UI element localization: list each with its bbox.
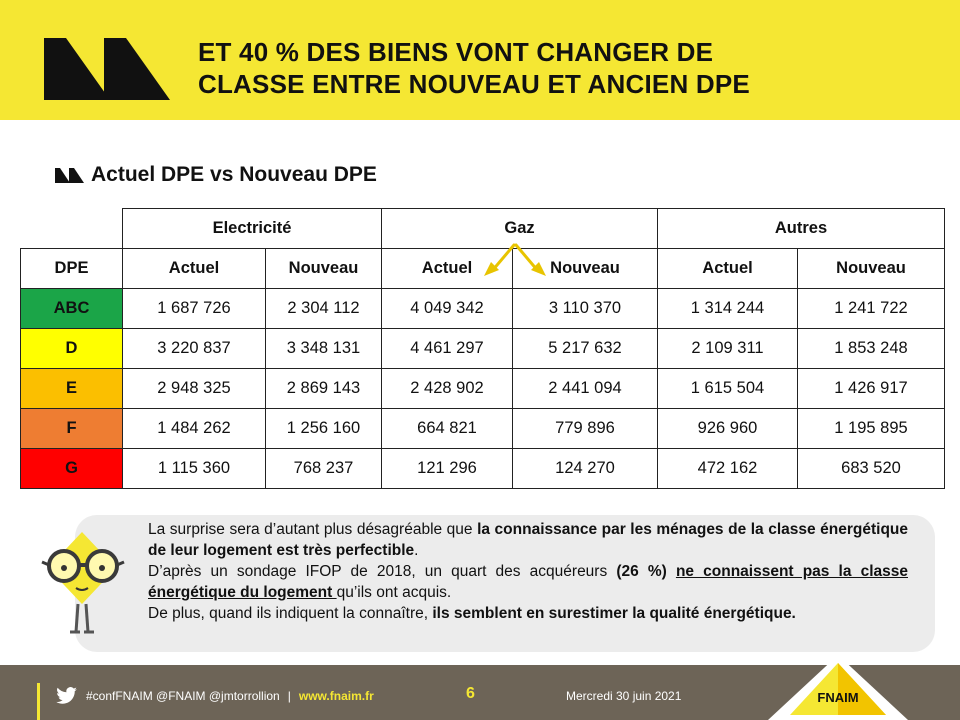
table-cell: 1 241 722 [798,289,945,329]
page-title [198,36,918,100]
table-cell: 2 869 143 [266,369,382,409]
note-paragraph-1: La surprise sera d’autant plus désagréable que la connaissance par les ménages de la classe énergétique de leur logement est très perfectible. [148,521,908,559]
footer-separator: | [287,689,291,703]
dpe-class-cell: ABC [21,289,123,329]
table-cell: 2 948 325 [123,369,266,409]
dpe-class-cell: D [21,329,123,369]
table-cell: 1 314 244 [658,289,798,329]
table-cell: 1 256 160 [266,409,382,449]
table-cell: 124 270 [513,449,658,489]
fnaim-diamond-logo-icon [768,655,908,720]
table-cell: 1 615 504 [658,369,798,409]
footer-social [56,687,374,705]
table-cell: 3 110 370 [513,289,658,329]
footer-hashtags: #confFNAIM @FNAIM @jmtorrollion [86,689,280,703]
footer-website-link[interactable]: www.fnaim.fr [298,689,374,703]
table-cell: 4 461 297 [382,329,513,369]
table-row [21,409,945,449]
page-title-line-2: CLASSE ENTRE NOUVEAU ET ANCIEN DPE [198,69,750,99]
table-cell: 472 162 [658,449,798,489]
table-row [21,369,945,409]
twitter-bird-icon [56,687,78,705]
note-text [148,519,908,624]
table-cell: 664 821 [382,409,513,449]
table-cell: 683 520 [798,449,945,489]
row-header-dpe: DPE [21,249,123,289]
subheader-elec-nouveau: Nouveau [266,249,382,289]
subheader-autres-actuel: Actuel [658,249,798,289]
table-cell: 779 896 [513,409,658,449]
table-cell: 121 296 [382,449,513,489]
table-cell: 1 195 895 [798,409,945,449]
small-double-chevron-icon [55,168,85,183]
table-cell: 2 109 311 [658,329,798,369]
dpe-class-cell: E [21,369,123,409]
table-cell: 3 220 837 [123,329,266,369]
table-row [21,289,945,329]
subheader-autres-nouveau: Nouveau [798,249,945,289]
subheader-elec-actuel: Actuel [123,249,266,289]
table-row [21,329,945,369]
page-number: 6 [466,685,475,702]
table-cell: 2 304 112 [266,289,382,329]
table-cell: 1 853 248 [798,329,945,369]
footer-accent-bar [37,683,40,720]
fnaim-logo-text: FNAIM [817,690,859,705]
table-cell: 5 217 632 [513,329,658,369]
group-header-autres: Autres [658,209,945,249]
section-title-text: Actuel DPE vs Nouveau DPE [91,163,377,186]
group-header-electricite: Electricité [123,209,382,249]
table-row [21,449,945,489]
table-cell: 1 687 726 [123,289,266,329]
subheader-gaz-nouveau: Nouveau [513,249,658,289]
table-cell: 768 237 [266,449,382,489]
table-cell: 1 426 917 [798,369,945,409]
note-paragraph-2: D’après un sondage IFOP de 2018, un quart des acquéreurs (26 %) ne connaissent pas la classe énergétique du logement qu’ils ont acquis. [148,563,908,601]
footer-date: Mercredi 30 juin 2021 [566,689,682,703]
dpe-class-cell: F [21,409,123,449]
section-title [55,163,377,187]
table-cell: 3 348 131 [266,329,382,369]
table-cell: 926 960 [658,409,798,449]
table-cell: 4 049 342 [382,289,513,329]
yellow-arrows-icon [480,240,550,280]
page-title-line-1: ET 40 % DES BIENS VONT CHANGER DE [198,37,714,67]
table-cell: 2 441 094 [513,369,658,409]
note-paragraph-3: De plus, quand ils indiquent la connaître, ils semblent en surestimer la qualité énergétique. [148,605,796,622]
subheader-gaz-actuel: Actuel [382,249,513,289]
table-corner [21,209,123,249]
double-chevron-logo-icon [44,38,170,100]
table-cell: 1 484 262 [123,409,266,449]
table-cell: 1 115 360 [123,449,266,489]
table-cell: 2 428 902 [382,369,513,409]
dpe-class-cell: G [21,449,123,489]
mascot-glasses-icon [40,528,128,638]
group-header-gaz: Gaz [382,209,658,249]
header-band [0,0,960,120]
